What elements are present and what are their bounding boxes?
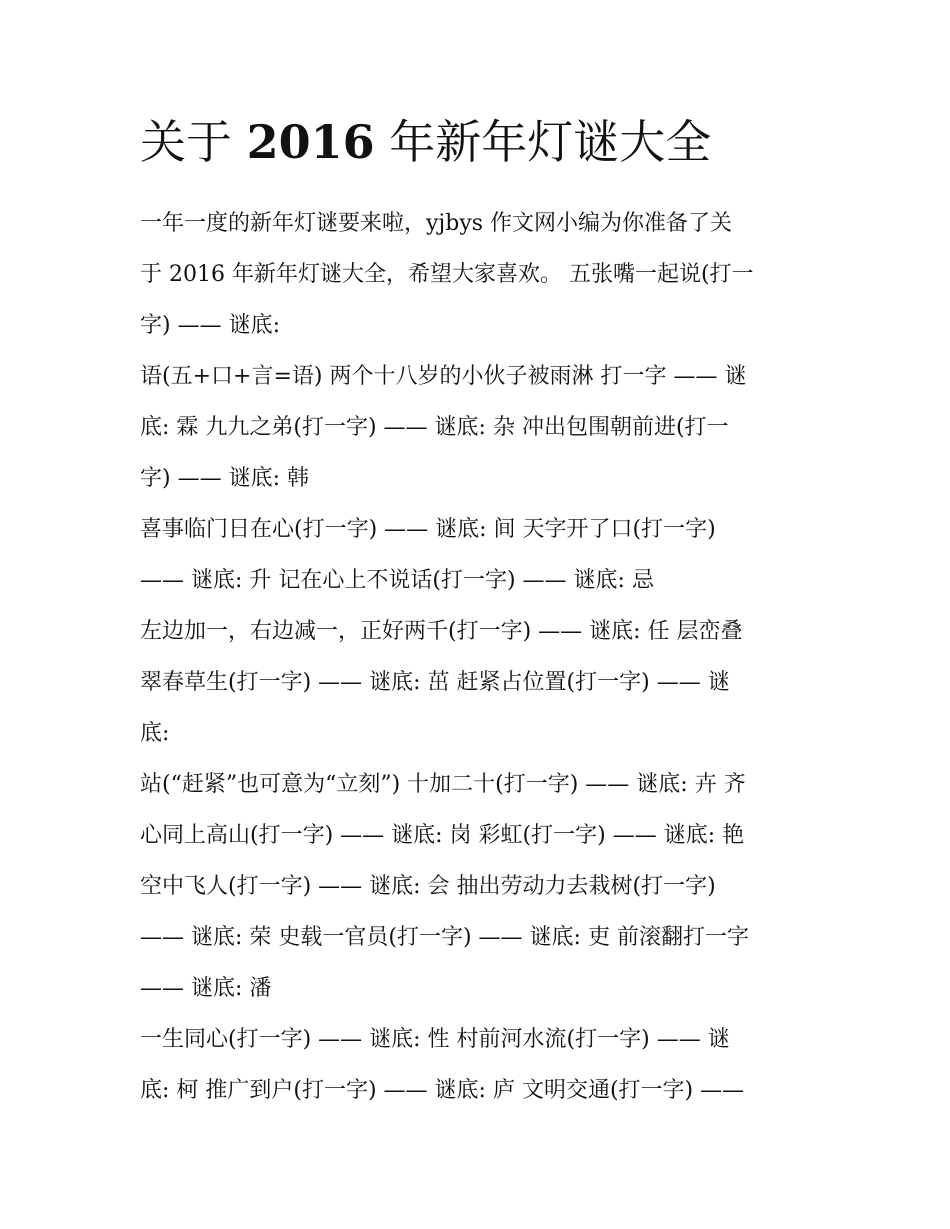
text-line: 一生同心(打一字) —— 谜底: 性 村前河水流(打一字) —— 谜 [140, 1027, 730, 1052]
text-line: 语(五+口+言=语) 两个十八岁的小伙子被雨淋 打一字 —— 谜 [140, 364, 747, 389]
text-line: 空中飞人(打一字) —— 谜底: 会 抽出劳动力去栽树(打一字) [140, 874, 716, 899]
text-line: 翠春草生(打一字) —— 谜底: 茁 赶紧占位置(打一字) —— 谜 [140, 670, 730, 695]
text-line: 于 2016 年新年灯谜大全，希望大家喜欢。 五张嘴一起说(打一 [140, 262, 754, 287]
text-line: —— 谜底: 升 记在心上不说话(打一字) —— 谜底: 忌 [140, 568, 654, 593]
text-line: —— 谜底: 潘 [140, 976, 272, 1001]
text-line: 站(“赶紧”也可意为“立刻”) 十加二十(打一字) —— 谜底: 卉 齐 [140, 772, 746, 797]
title-suffix: 年新年灯谜大全 [389, 115, 712, 169]
title-prefix: 关于 [140, 115, 232, 169]
text-line: 一年一度的新年灯谜要来啦，yjbys 作文网小编为你准备了关 [140, 211, 733, 236]
text-line: 底: 霖 九九之弟(打一字) —— 谜底: 杂 冲出包围朝前进(打一 [140, 415, 729, 440]
text-line: 心同上高山(打一字) —— 谜底: 岗 彩虹(打一字) —— 谜底: 艳 [140, 823, 745, 848]
text-line: 左边加一，右边减一，正好两千(打一字) —— 谜底: 任 层峦叠 [140, 619, 743, 644]
text-line: 底: 柯 推广到户(打一字) —— 谜底: 庐 文明交通(打一字) —— [140, 1078, 745, 1103]
text-line: —— 谜底: 荣 史载一官员(打一字) —— 谜底: 吏 前滚翻打一字 [140, 925, 749, 950]
text-line: 字) —— 谜底: [140, 313, 280, 338]
title-year: 2016 [246, 115, 375, 169]
body-text [140, 198, 815, 1116]
page-title [140, 112, 711, 172]
text-line: 喜事临门日在心(打一字) —— 谜底: 间 天字开了口(打一字) [140, 517, 716, 542]
text-line: 底: [140, 721, 170, 746]
text-line: 字) —— 谜底: 韩 [140, 466, 309, 491]
